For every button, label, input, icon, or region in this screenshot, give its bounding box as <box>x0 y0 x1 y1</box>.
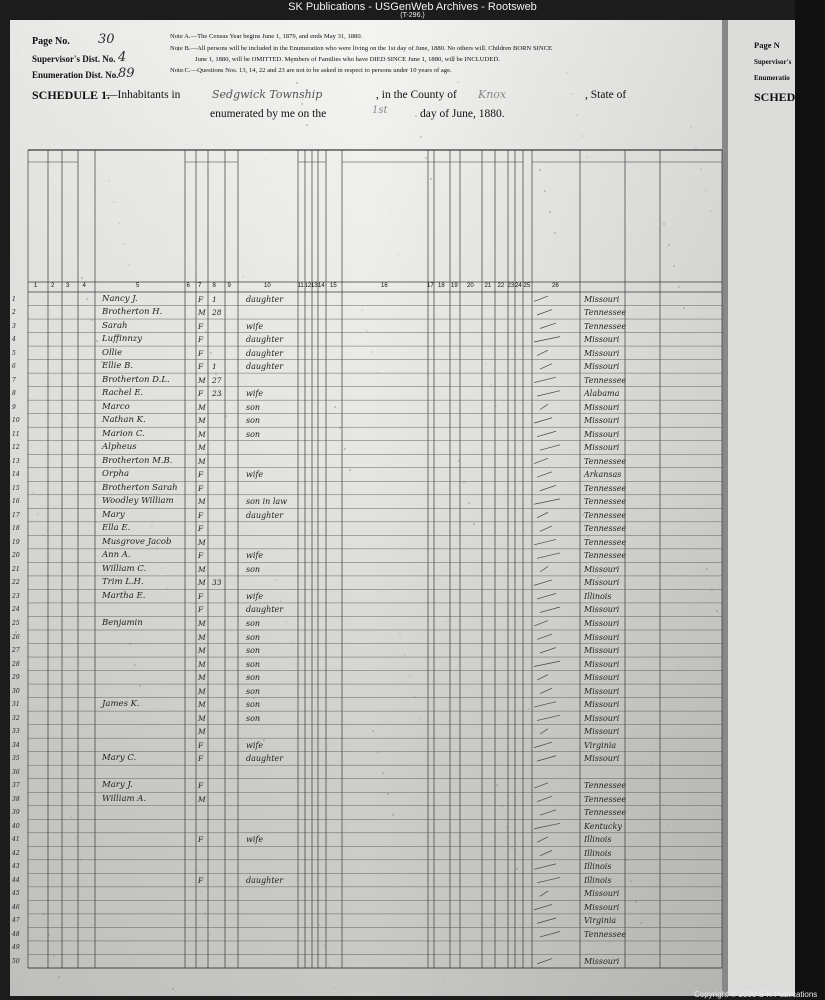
column-number: 3 <box>66 283 70 289</box>
line-number: 28 <box>12 660 20 668</box>
line-number: 23 <box>12 592 20 600</box>
column-number: 6 <box>186 283 190 289</box>
person-name: Brotherton D.L. <box>102 374 170 385</box>
line-number: 27 <box>12 647 20 655</box>
birthplace: Virginia <box>584 740 617 750</box>
person-relationship: son <box>246 429 261 439</box>
birthplace: Missouri <box>584 416 620 426</box>
birthplace: Missouri <box>584 673 620 683</box>
line-number: 20 <box>12 552 20 560</box>
person-name: William A. <box>102 793 147 804</box>
person-sex: F <box>198 605 204 615</box>
person-sex: M <box>198 727 206 737</box>
person-sex: M <box>198 308 206 318</box>
person-relationship: wife <box>246 591 264 601</box>
line-number: 5 <box>12 349 16 357</box>
line-number: 13 <box>12 457 20 465</box>
person-sex: F <box>198 835 204 845</box>
person-sex: M <box>198 646 206 656</box>
person-sex: M <box>198 794 206 804</box>
birthplace: Tennessee <box>584 524 627 534</box>
line-number: 25 <box>12 619 20 627</box>
inhabitants-label: —Inhabitants in <box>106 89 181 101</box>
birthplace: Missouri <box>584 727 620 737</box>
person-name: Luffinnzy <box>102 334 143 345</box>
person-relationship: son <box>246 700 261 710</box>
person-relationship: daughter <box>246 754 284 764</box>
person-sex: M <box>198 456 206 466</box>
person-sex: M <box>198 416 206 426</box>
column-number: 20 <box>467 283 474 289</box>
person-sex: M <box>198 537 206 547</box>
birthplace: Tennessee <box>584 308 627 318</box>
note-b2: June 1, 1880, will be OMITTED. Members of Families who have DIED SINCE June 1, 1880, will be INCLUDED. <box>195 56 500 63</box>
person-relationship: wife <box>246 835 264 845</box>
person-age: 1 <box>212 294 217 304</box>
line-number: 1 <box>12 295 16 303</box>
birthplace: Illinois <box>584 875 612 885</box>
line-number: 31 <box>12 701 20 709</box>
birthplace: Missouri <box>584 564 620 574</box>
person-relationship: wife <box>246 551 264 561</box>
line-number: 44 <box>12 876 20 884</box>
person-relationship: son <box>246 673 261 683</box>
person-sex: M <box>198 632 206 642</box>
person-relationship: daughter <box>246 348 284 358</box>
line-number: 34 <box>12 741 20 749</box>
person-sex: F <box>198 335 204 345</box>
person-relationship: son in law <box>246 497 288 507</box>
day-value: 1st <box>372 105 388 116</box>
right-page-label: Page N <box>754 40 780 50</box>
right-schedule-label: SCHEDU <box>754 90 805 104</box>
line-number: 9 <box>12 403 16 411</box>
person-name: Ellie B. <box>102 361 134 372</box>
person-sex: M <box>198 564 206 574</box>
birthplace: Missouri <box>584 578 620 588</box>
person-relationship: son <box>246 564 261 574</box>
line-number: 6 <box>12 363 16 371</box>
person-age: 28 <box>212 308 222 318</box>
banner-subtitle: (T-296.) <box>400 12 425 19</box>
person-sex: M <box>198 443 206 453</box>
line-number: 49 <box>12 944 20 952</box>
birthplace: Illinois <box>584 835 612 845</box>
enumeration-label: Enumeration Dist. No. <box>32 70 119 80</box>
person-relationship: wife <box>246 321 264 331</box>
birthplace: Missouri <box>584 700 620 710</box>
birthplace: Tennessee <box>584 537 627 547</box>
person-name: Musgrove Jacob <box>102 536 172 547</box>
person-relationship: wife <box>246 740 264 750</box>
line-number: 48 <box>12 930 20 938</box>
line-number: 21 <box>12 565 20 573</box>
person-relationship: son <box>246 686 261 696</box>
column-number: 12 <box>304 283 312 289</box>
line-number: 39 <box>12 809 20 817</box>
person-relationship: son <box>246 618 261 628</box>
line-number: 29 <box>12 674 20 682</box>
person-sex: M <box>198 673 206 683</box>
person-age: 33 <box>212 578 222 588</box>
column-number: 9 <box>227 283 231 289</box>
line-number: 40 <box>12 822 20 830</box>
line-number: 19 <box>12 538 20 546</box>
column-number: 21 <box>484 283 492 289</box>
line-number: 46 <box>12 903 20 911</box>
person-name: Brotherton Sarah <box>102 482 178 493</box>
supervisor-value: 4 <box>118 50 127 65</box>
line-number: 4 <box>12 336 16 344</box>
schedule-label: SCHEDULE 1. <box>32 88 111 102</box>
person-relationship: daughter <box>246 510 284 520</box>
line-number: 33 <box>12 728 20 736</box>
column-number: 11 <box>297 283 304 289</box>
line-number: 17 <box>12 511 20 519</box>
person-name: Brotherton H. <box>102 307 163 318</box>
person-age: 23 <box>212 389 222 399</box>
line-number: 45 <box>12 890 20 898</box>
person-name: Woodley William <box>102 496 174 507</box>
birthplace: Tennessee <box>584 497 627 507</box>
line-number: 22 <box>12 579 20 587</box>
person-sex: F <box>198 321 204 331</box>
person-name: Marion C. <box>102 428 145 439</box>
column-number: 22 <box>497 283 505 289</box>
line-number: 8 <box>12 390 16 398</box>
birthplace: Tennessee <box>584 929 627 939</box>
column-number: 25 <box>523 283 531 289</box>
birthplace: Missouri <box>584 348 620 358</box>
person-relationship: daughter <box>246 605 284 615</box>
person-name: James K. <box>102 699 140 710</box>
column-number: 24 <box>515 283 522 289</box>
person-name: Benjamin <box>102 617 143 628</box>
person-name: Ann A. <box>102 550 131 561</box>
person-sex: F <box>198 389 204 399</box>
person-sex: M <box>198 429 206 439</box>
person-relationship: son <box>246 713 261 723</box>
county-value: Knox <box>478 88 507 101</box>
birthplace: Tennessee <box>584 808 627 818</box>
person-sex: M <box>198 659 206 669</box>
person-sex: F <box>198 470 204 480</box>
person-sex: F <box>198 740 204 750</box>
line-number: 30 <box>12 687 20 695</box>
person-relationship: daughter <box>246 362 284 372</box>
township-value: Sedgwick Township <box>212 88 323 101</box>
person-name: Mary <box>102 509 125 520</box>
page-number-value: 30 <box>98 32 115 47</box>
banner-title: SK Publications - USGenWeb Archives - Rootsweb <box>288 1 537 13</box>
birthplace: Tennessee <box>584 321 627 331</box>
person-name: Mary C. <box>102 753 137 764</box>
birthplace: Missouri <box>584 443 620 453</box>
birthplace: Missouri <box>584 335 620 345</box>
birthplace: Missouri <box>584 754 620 764</box>
line-number: 14 <box>12 471 20 479</box>
person-relationship: son <box>246 632 261 642</box>
birthplace: Alabama <box>584 389 620 399</box>
column-number: 23 <box>507 283 515 289</box>
birthplace: Missouri <box>584 402 620 412</box>
column-number: 19 <box>451 283 458 289</box>
line-number: 37 <box>12 782 20 790</box>
person-name: Sarah <box>102 320 128 331</box>
birthplace: Missouri <box>584 956 620 966</box>
column-number: 5 <box>136 283 140 289</box>
person-sex: F <box>198 754 204 764</box>
line-number: 3 <box>12 322 16 330</box>
birthplace: Missouri <box>584 294 620 304</box>
person-name: Nathan K. <box>102 415 146 426</box>
column-number: 14 <box>318 283 325 289</box>
person-sex: M <box>198 497 206 507</box>
note-a: Note A.—The Census Year begins June 1, 1879, and ends May 31, 1880. <box>170 33 363 40</box>
enumeration-value: 89 <box>118 66 135 81</box>
person-sex: F <box>198 591 204 601</box>
person-sex: M <box>198 686 206 696</box>
birthplace: Missouri <box>584 659 620 669</box>
person-relationship: son <box>246 659 261 669</box>
person-sex: F <box>198 781 204 791</box>
person-relationship: daughter <box>246 294 284 304</box>
person-age: 1 <box>212 362 217 372</box>
day-of-june-label: day of June, 1880. <box>420 108 505 120</box>
column-number: 26 <box>552 283 559 289</box>
person-sex: M <box>198 618 206 628</box>
birthplace: Missouri <box>584 429 620 439</box>
person-sex: M <box>198 713 206 723</box>
right-supervisor-label: Supervisor's <box>754 58 792 66</box>
birthplace: Tennessee <box>584 794 627 804</box>
column-number: 7 <box>198 283 202 289</box>
line-number: 43 <box>12 863 20 871</box>
person-relationship: daughter <box>246 875 284 885</box>
birthplace: Tennessee <box>584 510 627 520</box>
right-enumeration-label: Enumeratio <box>754 74 790 82</box>
line-number: 7 <box>12 376 16 384</box>
column-number: 1 <box>34 283 38 289</box>
person-age: 27 <box>212 375 222 385</box>
line-number: 24 <box>12 606 20 614</box>
copyright: Copyright © 2000 S-K Publications <box>694 990 818 999</box>
person-name: Martha E. <box>102 590 146 601</box>
birthplace: Missouri <box>584 713 620 723</box>
line-number: 26 <box>12 633 20 641</box>
person-sex: M <box>198 402 206 412</box>
person-relationship: son <box>246 416 261 426</box>
birthplace: Missouri <box>584 902 620 912</box>
birthplace: Missouri <box>584 632 620 642</box>
person-sex: F <box>198 294 204 304</box>
birthplace: Kentucky <box>584 821 622 831</box>
column-number: 17 <box>427 283 434 289</box>
column-number: 8 <box>212 283 216 289</box>
person-name: Trim L.H. <box>102 577 144 588</box>
person-sex: F <box>198 510 204 520</box>
line-number: 50 <box>12 957 20 965</box>
birthplace: Tennessee <box>584 483 627 493</box>
person-name: Marco <box>102 401 130 412</box>
line-number: 47 <box>12 917 20 925</box>
line-number: 32 <box>12 714 20 722</box>
column-number: 13 <box>311 283 318 289</box>
column-number: 2 <box>51 283 55 289</box>
person-sex: F <box>198 348 204 358</box>
person-sex: F <box>198 362 204 372</box>
birthplace: Tennessee <box>584 456 627 466</box>
right-page-strip <box>722 20 797 996</box>
person-sex: M <box>198 578 206 588</box>
line-number: 11 <box>12 430 20 438</box>
line-number: 36 <box>12 768 20 776</box>
person-sex: F <box>198 875 204 885</box>
person-name: Orpha <box>102 469 130 480</box>
person-name: Nancy J. <box>102 293 138 304</box>
birthplace: Virginia <box>584 916 617 926</box>
birthplace: Illinois <box>584 862 612 872</box>
state-label: , State of <box>585 89 627 101</box>
line-number: 18 <box>12 525 20 533</box>
person-relationship: son <box>246 646 261 656</box>
note-c: Note C.—Questions Nos. 13, 14, 22 and 23 are not to be asked in respect to persons under 10 years of age. <box>170 67 452 74</box>
person-sex: F <box>198 551 204 561</box>
page-number-label: Page No. <box>32 36 70 47</box>
line-number: 12 <box>12 444 20 452</box>
enumerated-label: enumerated by me on the <box>210 108 327 120</box>
person-name: Brotherton M.B. <box>102 455 173 466</box>
person-name: Rachel E. <box>102 388 144 399</box>
line-number: 42 <box>12 849 20 857</box>
column-number: 4 <box>82 283 86 289</box>
line-number: 16 <box>12 498 20 506</box>
birthplace: Missouri <box>584 889 620 899</box>
column-number: 10 <box>264 283 271 289</box>
birthplace: Tennessee <box>584 781 627 791</box>
county-of-label: , in the County of <box>376 89 457 101</box>
line-number: 38 <box>12 795 20 803</box>
line-number: 2 <box>12 309 16 317</box>
person-sex: F <box>198 483 204 493</box>
birthplace: Illinois <box>584 591 612 601</box>
person-relationship: son <box>246 402 261 412</box>
birthplace: Tennessee <box>584 551 627 561</box>
person-name: Mary J. <box>102 780 133 791</box>
birthplace: Missouri <box>584 362 620 372</box>
column-number: 18 <box>438 283 445 289</box>
person-sex: F <box>198 524 204 534</box>
line-number: 41 <box>12 836 20 844</box>
birthplace: Missouri <box>584 618 620 628</box>
birthplace: Missouri <box>584 605 620 615</box>
person-relationship: wife <box>246 389 264 399</box>
person-name: Ollie <box>102 347 123 358</box>
line-number: 35 <box>12 755 20 763</box>
person-relationship: daughter <box>246 335 284 345</box>
birthplace: Tennessee <box>584 375 627 385</box>
birthplace: Missouri <box>584 646 620 656</box>
birthplace: Arkansas <box>584 470 622 480</box>
column-number: 16 <box>381 283 388 289</box>
line-number: 10 <box>12 417 20 425</box>
birthplace: Missouri <box>584 686 620 696</box>
person-sex: M <box>198 700 206 710</box>
note-b1: Note B.—All persons will be included in the Enumeration who were living on the 1st day of June, 1880. No others will. Children BORN SINCE <box>170 45 553 52</box>
person-name: William C. <box>102 563 147 574</box>
person-name: Alpheus <box>102 442 137 453</box>
supervisor-label: Supervisor's Dist. No. <box>32 54 116 64</box>
column-number: 15 <box>330 283 337 289</box>
person-relationship: wife <box>246 470 264 480</box>
line-number: 15 <box>12 484 20 492</box>
person-name: Ella E. <box>102 523 131 534</box>
person-sex: M <box>198 375 206 385</box>
birthplace: Illinois <box>584 848 612 858</box>
